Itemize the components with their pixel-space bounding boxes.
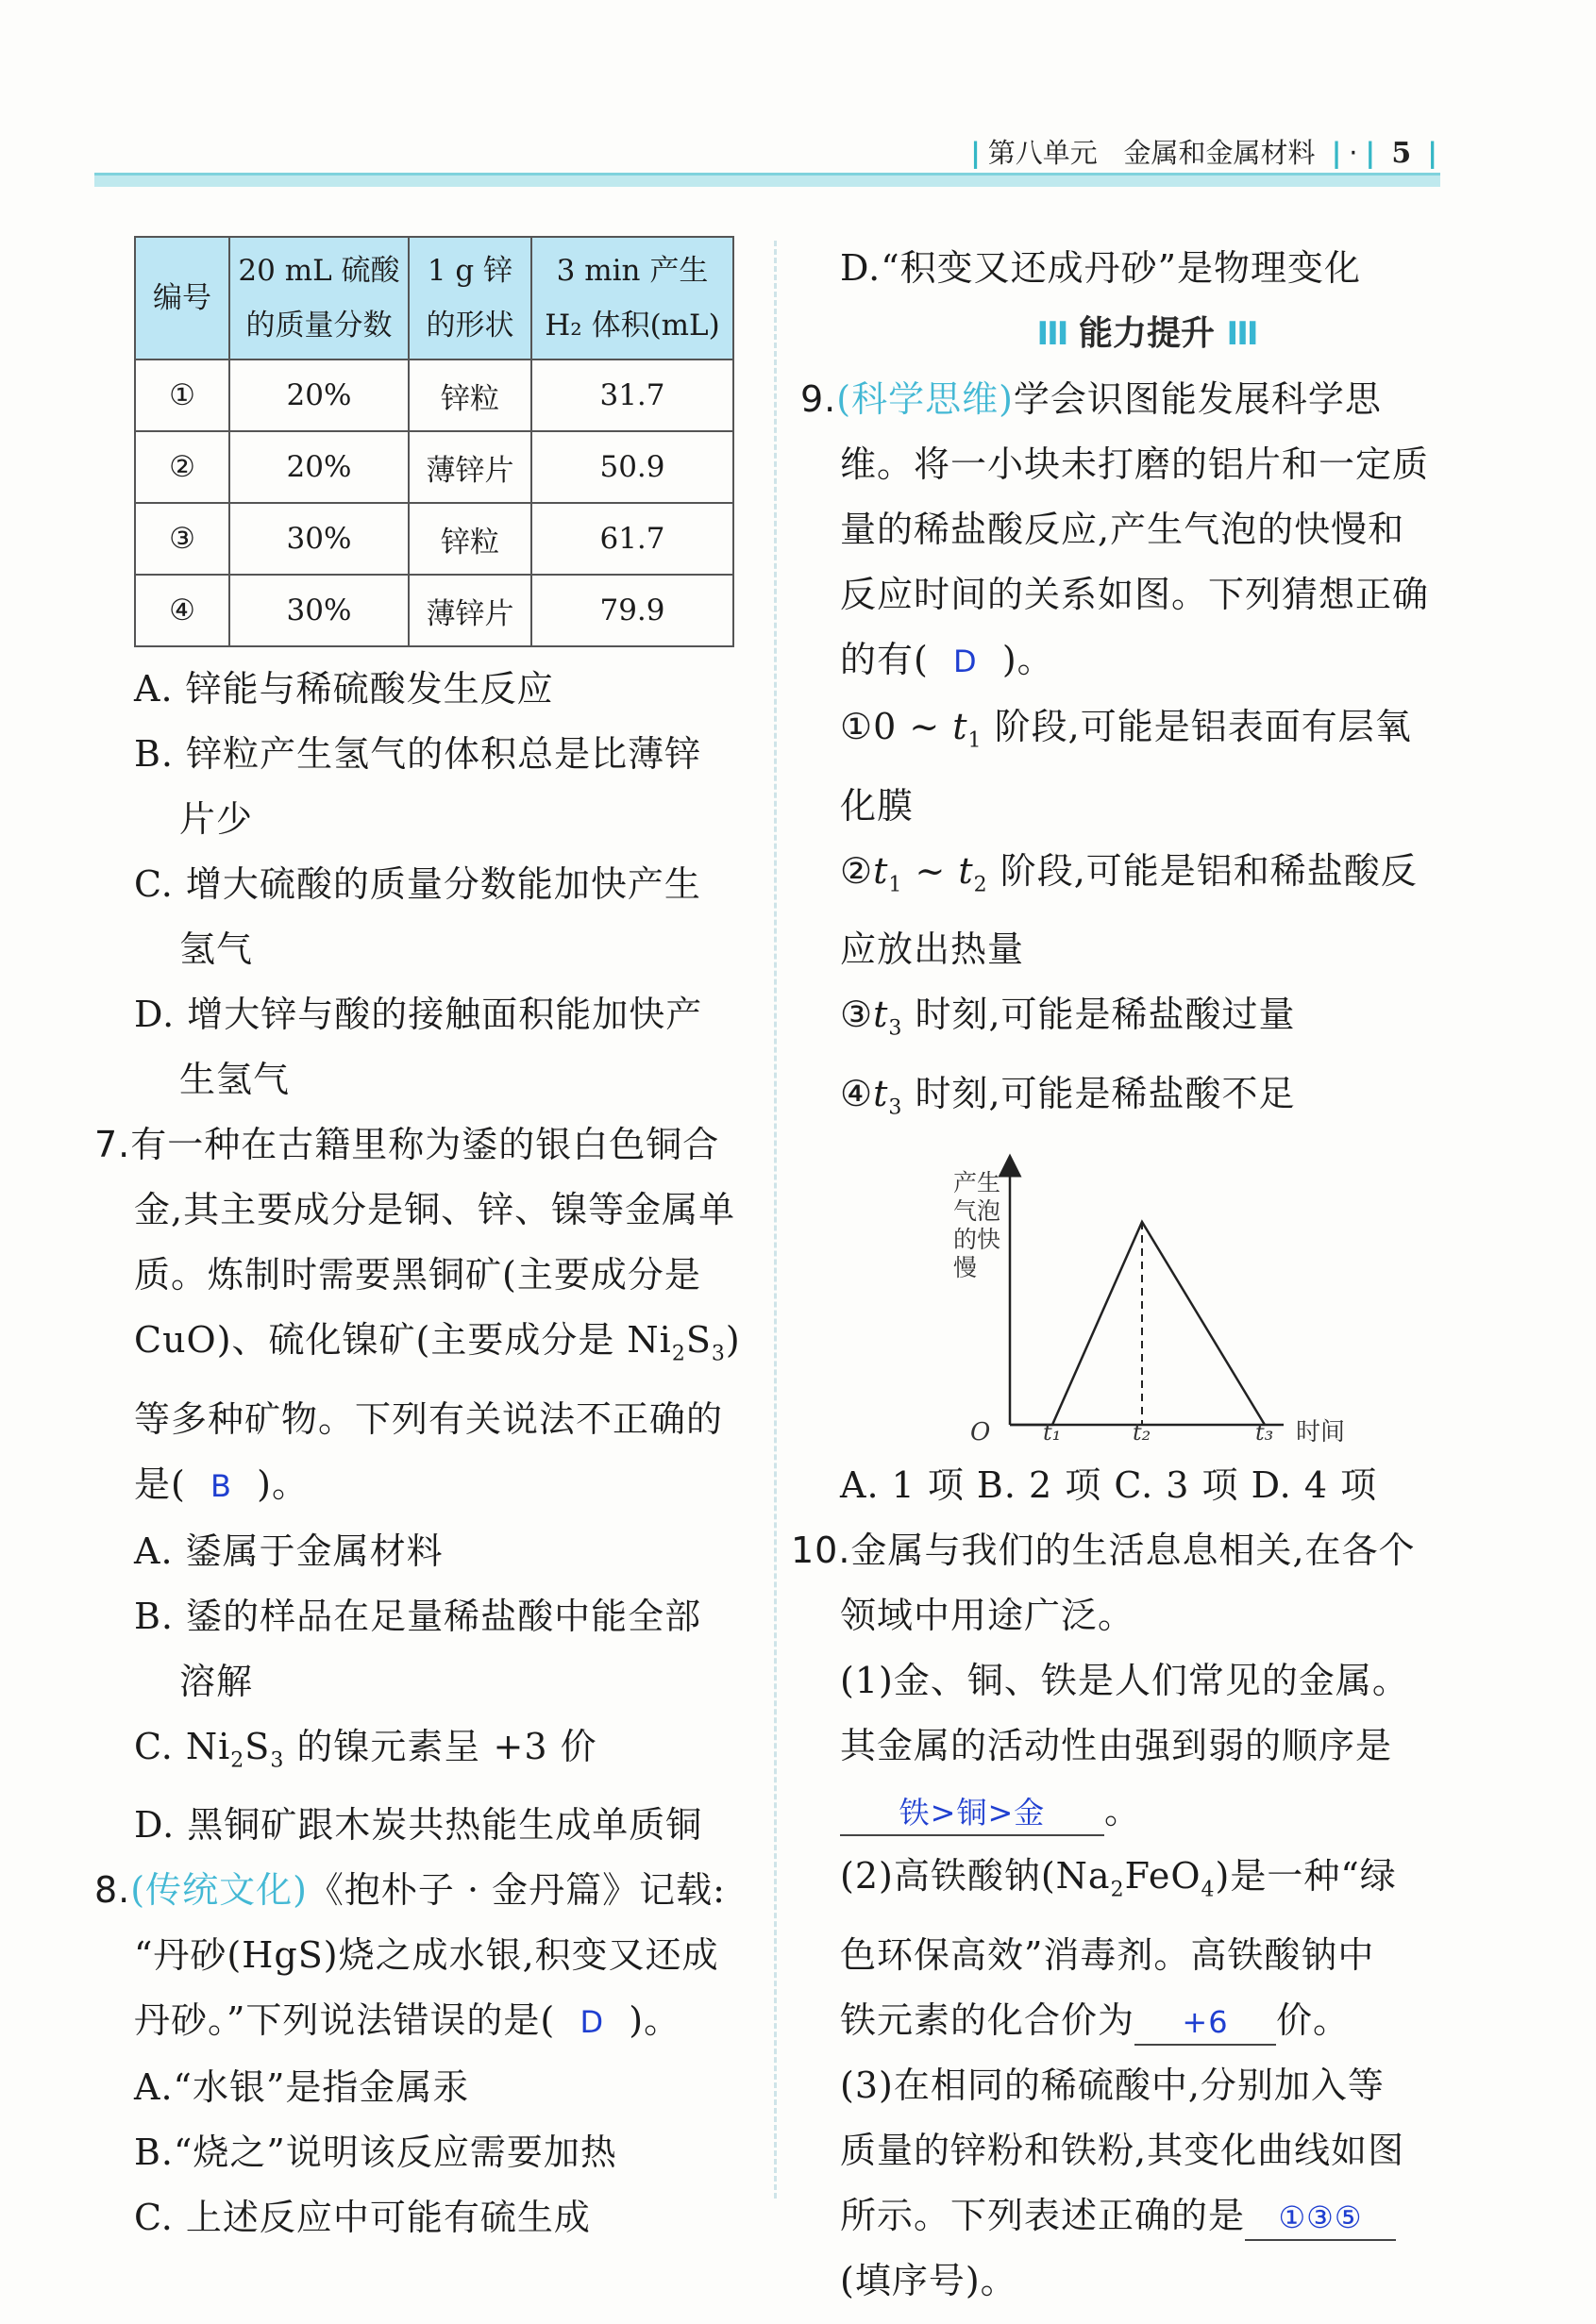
left-column	[94, 236, 748, 2250]
q7-option-b-cont: 溶解	[179, 1660, 254, 1702]
q9-stem-2: 维。将一小块未打磨的铝片和一定质	[840, 443, 1430, 485]
table-cell: 锌粒	[409, 359, 531, 431]
x-axis-label: 时间	[1296, 1418, 1346, 1445]
table-cell: 50.9	[531, 431, 733, 503]
table-row	[135, 359, 733, 431]
q7-answer: B	[210, 1467, 232, 1504]
q7-stem-2: 金,其主要成分是铜、锌、镍等金属单	[134, 1189, 736, 1230]
q6-option-b: B. 锌粒产生氢气的体积总是比薄锌	[134, 733, 702, 775]
q8-stem-3: 丹砂。”下列说法错误的是( D )。	[134, 1999, 681, 2042]
q10-answer-1: 铁>铜>金	[840, 1791, 1104, 1836]
q7-stem-5: 等多种矿物。下列有关说法不正确的	[134, 1397, 724, 1440]
q9-stem-1: 9.(科学思维)学会识图能发展科学思	[800, 378, 1382, 420]
q10-part3-cont: 质量的锌粉和铁粉,其变化曲线如图	[840, 2129, 1405, 2171]
y-label-line: 慢	[953, 1254, 978, 1282]
q7-stem-1: 7.有一种在古籍里称为鋈的银白色铜合	[94, 1124, 720, 1165]
y-label-line: 气泡	[953, 1197, 1001, 1226]
table-header-cell: 3 min 产生 H₂ 体积(mL)	[531, 237, 733, 359]
x-tick-label: t₁	[1043, 1419, 1062, 1445]
table-cell: 31.7	[531, 359, 733, 431]
table-row	[135, 575, 733, 646]
q9-statement-2-cont: 应放出热量	[840, 928, 1025, 971]
q10-part2-answer-line: 铁元素的化合价为 +6 价。	[840, 1988, 1453, 2053]
q10-part2: (2)高铁酸钠$(Na_2FeO_4)$是一种“绿	[840, 1855, 1397, 1902]
q8-option-d: D.“积变又还成丹砂”是物理变化	[840, 247, 1362, 289]
q8-option-c: C. 上述反应中可能有硫生成	[134, 2197, 591, 2239]
table-cell: 薄锌片	[409, 575, 531, 646]
table-row	[135, 431, 733, 503]
q10-answer-2: +6	[1134, 2000, 1276, 2046]
unit-title: 金属和金属材料	[1123, 137, 1316, 169]
q6-option-d: D. 增大锌与酸的接触面积能加快产	[134, 994, 703, 1035]
q7-stem-3: 质。炼制时需要黑铜矿(主要成分是	[134, 1254, 701, 1296]
x-tick-labels	[1043, 1419, 1273, 1444]
q9-options: A. 1 项 B. 2 项 C. 3 项 D. 4 项	[840, 1464, 1378, 1507]
table-cell: ②	[135, 431, 229, 503]
q10-part1: (1)金、铜、铁是人们常见的金属。	[840, 1660, 1409, 1702]
q8-stem-2: “丹砂(HgS)烧之成水银,积变又还成	[134, 1934, 719, 1977]
origin-label: O	[970, 1418, 991, 1445]
q8-option-a: A.“水银”是指金属汞	[134, 2066, 470, 2109]
table-row	[135, 503, 733, 575]
section-deco-left: III	[1036, 315, 1067, 353]
y-label-line: 产生	[953, 1169, 1001, 1197]
q8-answer: D	[580, 2004, 605, 2041]
q8-option-b: B.“烧之”说明该反应需要加热	[134, 2132, 617, 2174]
q9-statement-3: $③t_3$ 时刻,可能是稀盐酸过量	[840, 994, 1296, 1041]
section-deco-right: III	[1226, 315, 1257, 353]
q9-stem-4: 反应时间的关系如图。下列猜想正确	[840, 574, 1430, 615]
header-rule	[94, 176, 1440, 187]
unit-label: 第八单元	[987, 137, 1098, 169]
q9-statement-1-cont: 化膜	[840, 784, 915, 827]
q7-option-b: B. 鋈的样品在足量稀盐酸中能全部	[134, 1595, 702, 1637]
q10-number: 10.	[791, 1530, 851, 1572]
table-cell: 锌粒	[409, 503, 531, 575]
q7-stem-4: CuO)、硫化镍矿(主要成分是 $Ni_2S_3$)	[134, 1319, 741, 1366]
q9-statement-2: $②t_1$ ~ $t_2$ 阶段,可能是铝和稀盐酸反	[840, 849, 1418, 897]
q8-stem-1: 8.(传统文化)《抱朴子 · 金丹篇》记载:	[94, 1869, 726, 1912]
table-cell: ④	[135, 575, 229, 646]
rate-curve	[1010, 1222, 1265, 1425]
table-cell: ③	[135, 503, 229, 575]
q7-option-c: C. $Ni_2S_3$ 的镍元素呈 +3 价	[134, 1725, 597, 1773]
y-axis-label	[953, 1169, 1000, 1281]
column-divider	[774, 241, 777, 2199]
table-cell: 30%	[229, 503, 409, 575]
table-cell: 79.9	[531, 575, 733, 646]
table-header-cell: 编号	[135, 237, 229, 359]
graph-svg	[916, 1151, 1406, 1444]
q8-tag: (传统文化)	[130, 1869, 308, 1912]
table-cell: 61.7	[531, 503, 733, 575]
q6-option-c: C. 增大硫酸的质量分数能加快产生	[134, 863, 701, 905]
q10-part3-answer-line: 所示。下列表述正确的是 ①③⑤	[840, 2183, 1453, 2249]
q10-part3-end: (填序号)。	[840, 2259, 1017, 2301]
page-header: | 第八单元 金属和金属材料 | · | 5 |	[970, 137, 1437, 170]
right-column	[791, 236, 1453, 2314]
q6-option-d-cont: 生氢气	[179, 1059, 291, 1100]
page-number: 5	[1391, 137, 1412, 170]
table-header-cell: 20 mL 硫酸 的质量分数	[229, 237, 409, 359]
q6-option-a: A. 锌能与稀硫酸发生反应	[134, 668, 554, 710]
table-cell: 30%	[229, 575, 409, 646]
q6-option-c-cont: 氢气	[179, 928, 254, 970]
q10-part1-cont: 其金属的活动性由强到弱的顺序是	[840, 1725, 1393, 1767]
x-tick-label: t₂	[1133, 1419, 1151, 1445]
experiment-table	[134, 236, 734, 647]
q9-stem-5: 的有( D )。	[840, 639, 1054, 680]
q9-statement-4: $④t_3$ 时刻,可能是稀盐酸不足	[840, 1072, 1296, 1120]
table-cell: 20%	[229, 431, 409, 503]
q7-stem-6: 是( B )。	[134, 1463, 309, 1505]
table-cell: 薄锌片	[409, 431, 531, 503]
table-header-row	[135, 237, 733, 359]
table-cell: 20%	[229, 359, 409, 431]
q6-option-b-cont: 片少	[179, 798, 254, 840]
x-tick-label: t₃	[1255, 1419, 1274, 1445]
q7-option-d: D. 黑铜矿跟木炭共热能生成单质铜	[134, 1804, 703, 1847]
q10-part3: (3)在相同的稀硫酸中,分别加入等	[840, 2064, 1385, 2106]
q10-part1-answer-line: 铁>铜>金 。	[840, 1779, 1453, 1844]
table-header-cell: 1 g 锌 的形状	[409, 237, 531, 359]
q10-stem-2: 领域中用途广泛。	[840, 1595, 1135, 1637]
q9-statement-1: ①0 ~ $t_1$ 阶段,可能是铝表面有层氧	[840, 706, 1412, 753]
q9-stem-3: 量的稀盐酸反应,产生气泡的快慢和	[840, 509, 1405, 550]
section-heading	[840, 301, 1453, 367]
bubble-rate-graph	[916, 1151, 1453, 1447]
q9-number: 9.	[800, 378, 837, 420]
q10-stem-1: 10.金属与我们的生活息息相关,在各个	[791, 1530, 1416, 1572]
q9-answer: D	[953, 644, 978, 679]
table-cell: ①	[135, 359, 229, 431]
y-label-line: 的快	[953, 1226, 1001, 1254]
q10-answer-3: ①③⑤	[1245, 2196, 1396, 2241]
q10-part2-cont: 色环保高效”消毒剂。高铁酸钠中	[840, 1933, 1375, 1976]
header-dot: ·	[1349, 137, 1358, 169]
section-title: 能力提升	[1078, 314, 1215, 353]
q8-number: 8.	[94, 1869, 131, 1912]
q7-option-a: A. 鋈属于金属材料	[134, 1530, 444, 1572]
q9-tag: (科学思维)	[836, 378, 1014, 420]
q7-number: 7.	[94, 1124, 131, 1165]
